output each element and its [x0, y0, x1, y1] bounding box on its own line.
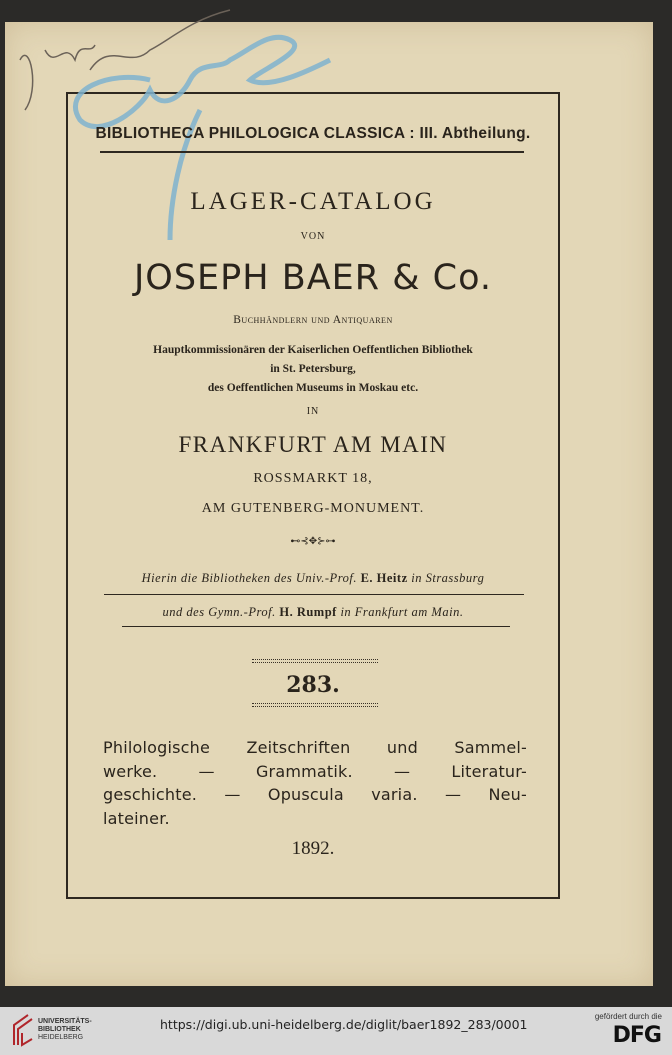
subject-line: werke. — Grammatik. — Literatur-: [103, 761, 527, 781]
city: FRANKFURT AM MAIN: [178, 432, 448, 457]
header-rule: [100, 151, 524, 153]
catalog-title: LAGER-CATALOG: [190, 188, 436, 215]
permalink-url[interactable]: https://digi.ub.uni-heidelberg.de/diglit/baer1892_283/0001: [160, 1017, 528, 1032]
address-line: ROSSMARKT 18,: [253, 471, 373, 486]
subject-line: lateiner.: [103, 808, 170, 828]
library-post: in Frankfurt am Main.: [340, 605, 464, 619]
library-pre: und des Gymn.-Prof.: [162, 605, 276, 619]
subject-description: [103, 736, 527, 830]
ornament: ⊷⊰✥⊱⊶: [290, 536, 336, 547]
rule: [104, 594, 524, 595]
library-logo-text: [38, 1018, 92, 1042]
library-line: [66, 605, 560, 620]
subject-line: Philologische Zeitschriften und Sammel-: [103, 738, 527, 757]
commission-line: in St. Petersburg,: [270, 363, 356, 375]
library-line: [66, 571, 560, 586]
logo-line: BIBLIOTHEK: [38, 1026, 81, 1033]
library-name: E. Heitz: [360, 571, 408, 585]
wavy-rule: [252, 703, 378, 707]
funded-by-label: gefördert durch die: [594, 1012, 662, 1021]
catalog-number: 283.: [286, 672, 340, 698]
commission-line: des Oeffentlichen Museums in Moskau etc.: [207, 382, 419, 394]
logo-line: UNIVERSITÄTS-: [38, 1018, 92, 1025]
library-name: H. Rumpf: [279, 605, 337, 619]
dfg-logo: DFG: [612, 1023, 661, 1048]
wavy-rule: [252, 659, 378, 663]
university-library-logo-icon: [8, 1013, 34, 1047]
profession: Buchhändlern und Antiquaren: [233, 314, 393, 326]
year: 1892.: [291, 838, 335, 859]
series-header: BIBLIOTHECA PHILOLOGICA CLASSICA : III. Abtheilung.: [95, 125, 531, 142]
firm-name: JOSEPH BAER & Co.: [133, 258, 493, 298]
in-label: IN: [306, 406, 320, 417]
commission-line: Hauptkommissionären der Kaiserlichen Oeffentlichen Bibliothek: [153, 344, 473, 356]
library-pre: Hierin die Bibliotheken des Univ.-Prof.: [141, 571, 357, 585]
subject-line: geschichte. — Opuscula varia. — Neu-: [103, 785, 527, 804]
von-label: VON: [300, 231, 326, 242]
address-line: AM GUTENBERG-MONUMENT.: [201, 501, 425, 516]
library-post: in Strassburg: [411, 571, 485, 585]
rule: [122, 626, 510, 627]
viewer-footer: [0, 1007, 672, 1055]
logo-line: HEIDELBERG: [38, 1034, 84, 1041]
